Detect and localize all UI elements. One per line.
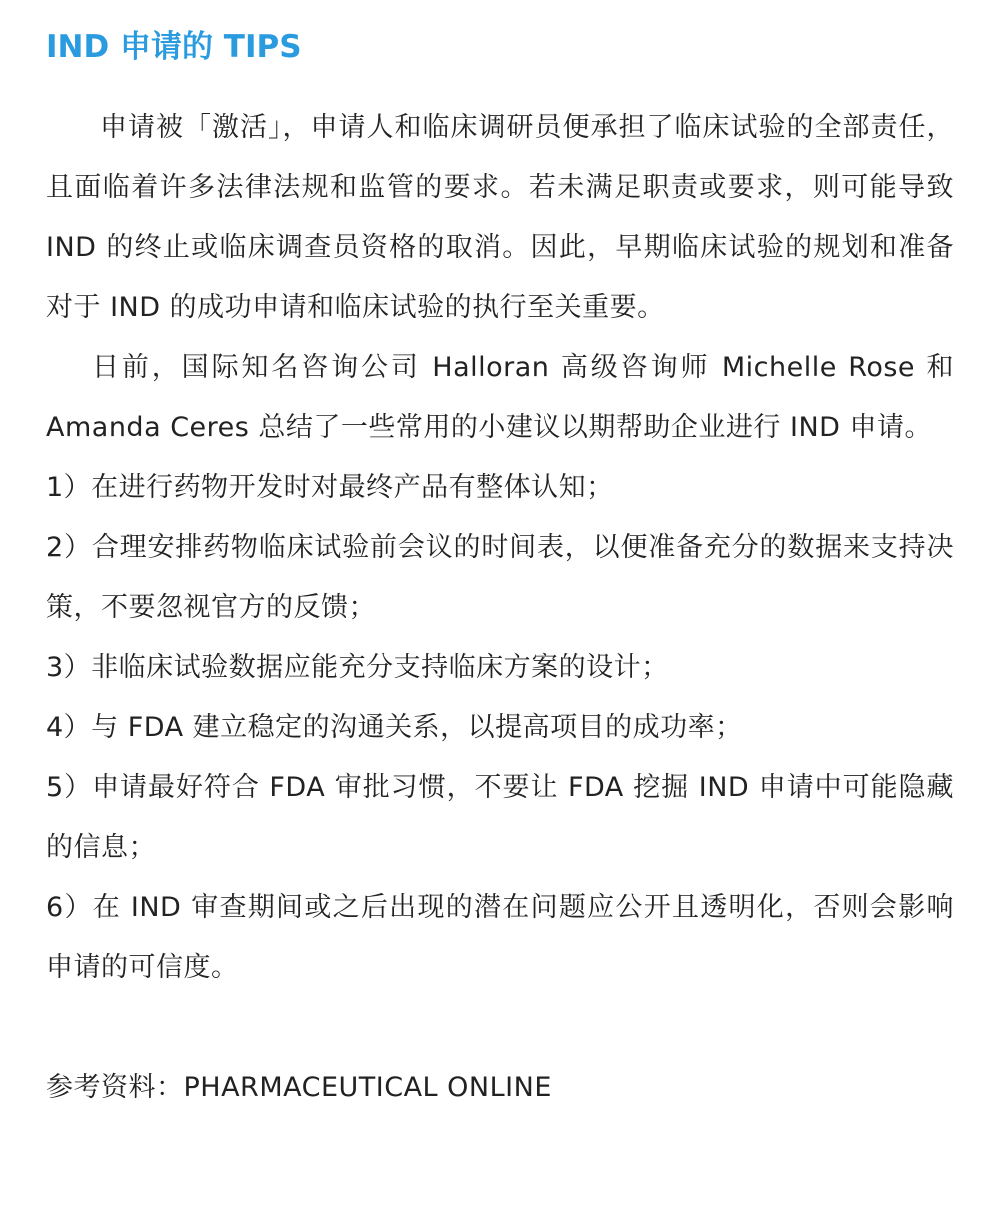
article-title: IND 申请的 TIPS — [46, 29, 302, 65]
tip-item-6: 6）在 IND 审查期间或之后出现的潜在问题应公开且透明化，否则会影响申请的可信度。 — [46, 892, 954, 983]
tip-item-1: 1）在进行药物开发时对最终产品有整体认知； — [46, 472, 614, 503]
reference-source: 参考资料：PHARMACEUTICAL ONLINE — [46, 1072, 552, 1103]
tip-item-4: 4）与 FDA 建立稳定的沟通关系，以提高项目的成功率； — [46, 712, 743, 743]
tip-item-5: 5）申请最好符合 FDA 审批习惯，不要让 FDA 挖掘 IND 申请中可能隐藏的信息； — [46, 772, 954, 863]
section-spacer — [46, 998, 954, 1058]
tips-list — [46, 458, 954, 998]
tip-item-3: 3）非临床试验数据应能充分支持临床方案的设计； — [46, 652, 669, 683]
tip-item-2: 2）合理安排药物临床试验前会议的时间表，以便准备充分的数据来支持决策，不要忽视官方的反馈； — [46, 532, 954, 623]
summary-paragraph: 日前，国际知名咨询公司 Halloran 高级咨询师 Michelle Rose 和 Amanda Ceres 总结了一些常用的小建议以期帮助企业进行 IND 申请。 — [46, 352, 954, 443]
intro-paragraph: 申请被「激活」，申请人和临床调研员便承担了临床试验的全部责任，且面临着许多法律法规和监管的要求。若未满足职责或要求，则可能导致 IND 的终止或临床调查员资格的取消。因此，早期临床试验的规划和准备对于 IND 的成功申请和临床试验的执行至关重要。 — [46, 112, 954, 323]
